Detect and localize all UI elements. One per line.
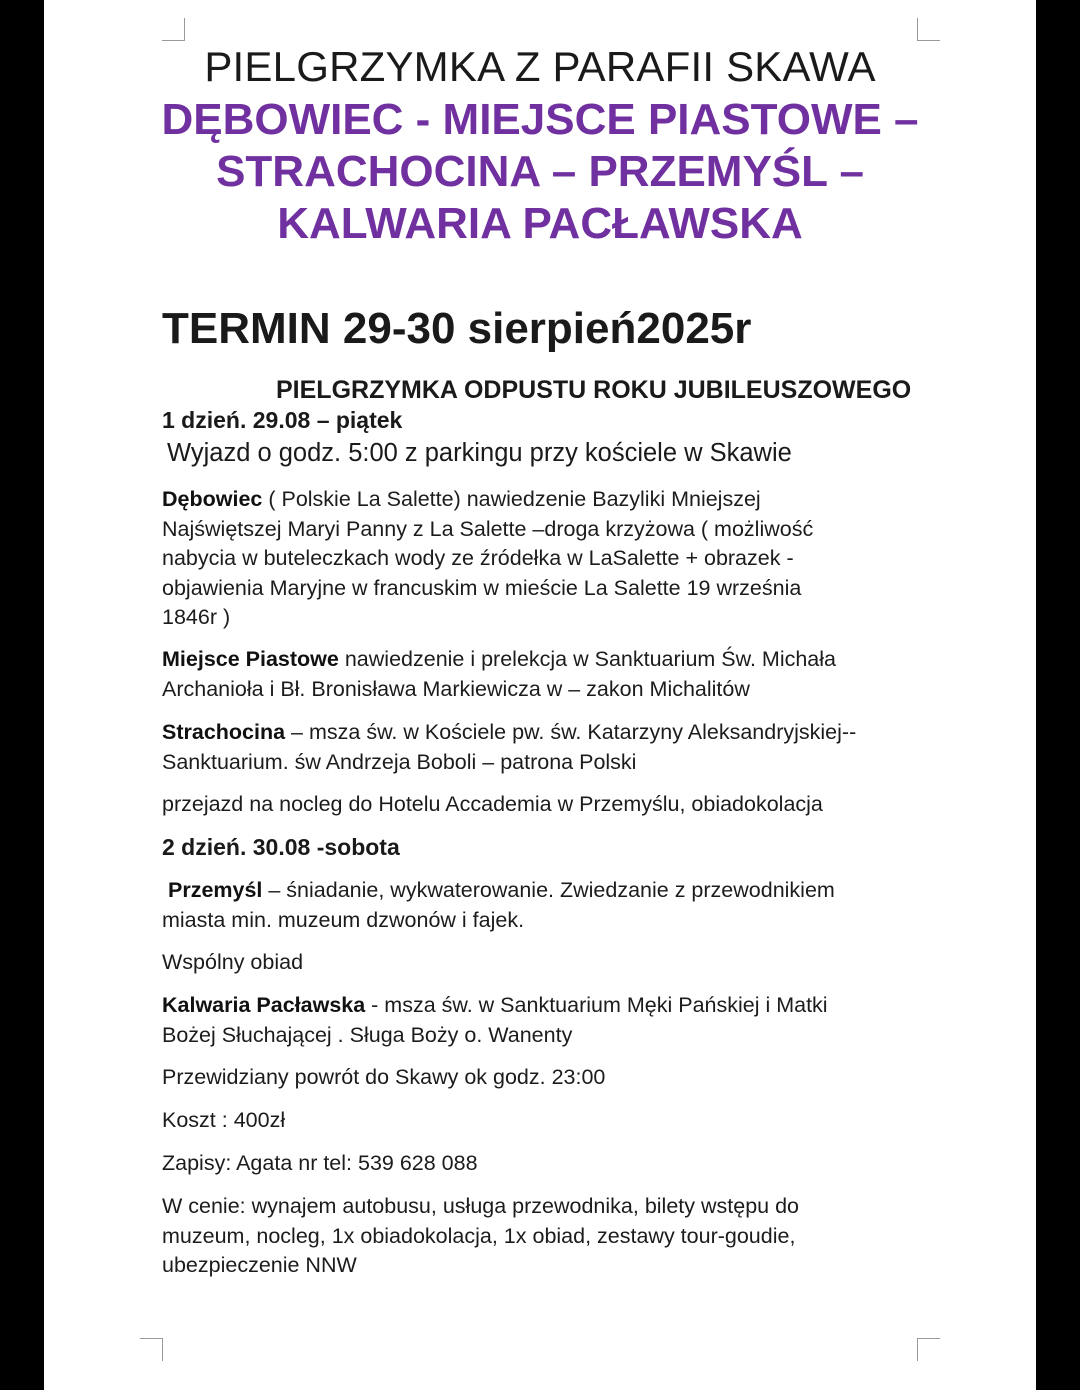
stop-przemysl: Przemyśl – śniadanie, wykwaterowanie. Zwiedzanie z przewodnikiem miasta min. muzeum dzwonów i fajek.	[162, 876, 922, 935]
cost-info: Koszt : 400zł	[162, 1108, 286, 1132]
stop-text: nabycia w buteleczkach wody ze źródełka w LaSalette + obrazek -	[162, 546, 794, 570]
signup-info: Zapisy: Agata nr tel: 539 628 088	[162, 1151, 478, 1175]
stop-debowiec: Dębowiec ( Polskie La Salette) nawiedzenie Bazyliki Mniejszej Najświętszej Maryi Panny z La Salette –droga krzyżowa ( możliwość nabycia w buteleczkach wody ze źródełka w LaSalette + obrazek - objawienia Maryjne w francuskim w mieście La Salette 19 września 1846r )	[162, 485, 922, 633]
stop-text: Sanktuarium. św Andrzeja Boboli – patrona Polski	[162, 749, 637, 774]
crop-mark-top-left	[162, 18, 185, 41]
stop-miejsce-piastowe: Miejsce Piastowe nawiedzenie i prelekcja w Sanktuarium Św. Michała Archanioła i Bł. Bronisława Markiewicza w – zakon Michalitów	[162, 645, 922, 704]
stop-name: Przemyśl	[167, 878, 263, 902]
stop-text: 1846r )	[162, 605, 231, 629]
stop-name: Miejsce Piastowe	[162, 647, 339, 671]
document-page	[44, 0, 1036, 1390]
stop-text: miasta min. muzeum dzwonów i fajek.	[162, 907, 525, 932]
crop-mark-bottom-right	[917, 1338, 940, 1361]
included-info	[162, 1192, 922, 1281]
stop-text: objawienia Maryjne w francuskim w mieście La Salette 19 września	[162, 575, 802, 600]
stop-kalwaria: Kalwaria Pacławska - msza św. w Sanktuarium Męki Pańskiej i Matki Bożej Słuchającej . Sługa Boży o. Wanenty	[162, 991, 922, 1050]
day2-heading: 2 dzień. 30.08 -sobota	[162, 834, 400, 860]
return-info: Przewidziany powrót do Skawy ok godz. 23:00	[162, 1065, 606, 1089]
jubilee-subtitle: PIELGRZYMKA ODPUSTU ROKU JUBILEUSZOWEGO	[276, 376, 912, 404]
stop-text: Najświętszej Maryi Panny z La Salette –droga krzyżowa ( możliwość	[162, 516, 814, 541]
stop-strachocina: Strachocina – msza św. w Kościele pw. św. Katarzyny Aleksandryjskiej-- Sanktuarium. św Andrzeja Boboli – patrona Polski	[162, 718, 962, 777]
included-line: W cenie: wynajem autobusu, usługa przewodnika, bilety wstępu do	[162, 1194, 799, 1218]
document-title: PIELGRZYMKA Z PARAFII SKAWA	[204, 43, 876, 90]
route-heading	[44, 94, 1036, 250]
stop-text: Archanioła i Bł. Bronisława Markiewicza w – zakon Michalitów	[162, 676, 750, 701]
included-line: muzeum, nocleg, 1x obiadokolacja, 1x obiad, zestawy tour-goudie,	[162, 1223, 796, 1248]
stop-name: Kalwaria Pacławska	[162, 993, 366, 1017]
overnight-info: przejazd na nocleg do Hotelu Accademia w Przemyślu, obiadokolacja	[162, 792, 823, 816]
departure-info: Wyjazd o godz. 5:00 z parkingu przy kościele w Skawie	[167, 439, 792, 467]
term-heading: TERMIN 29-30 sierpień2025r	[162, 304, 752, 353]
route-line: STRACHOCINA – PRZEMYŚL –	[216, 147, 864, 196]
lunch-info: Wspólny obiad	[162, 950, 304, 974]
day1-heading: 1 dzień. 29.08 – piątek	[162, 407, 403, 433]
stop-name: Strachocina	[162, 720, 286, 744]
crop-mark-bottom-left	[140, 1338, 163, 1361]
stop-text: Bożej Słuchającej . Sługa Boży o. Wanenty	[162, 1022, 573, 1047]
included-line: ubezpieczenie NNW	[162, 1253, 357, 1277]
route-line: KALWARIA PACŁAWSKA	[277, 199, 803, 248]
route-line: DĘBOWIEC - MIEJSCE PIASTOWE –	[161, 95, 919, 144]
stop-name: Dębowiec	[162, 487, 263, 511]
crop-mark-top-right	[917, 18, 940, 41]
